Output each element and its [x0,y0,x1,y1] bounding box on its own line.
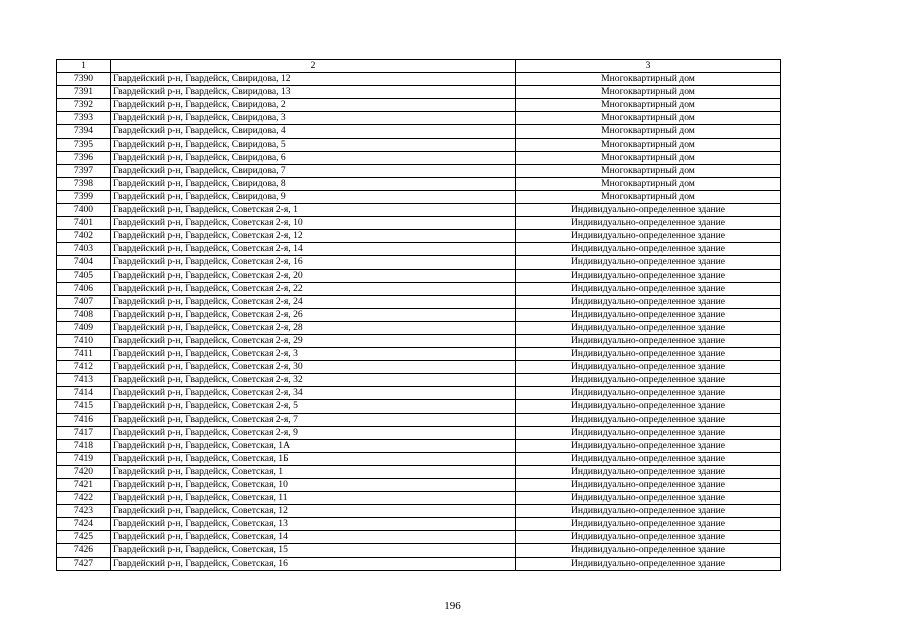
address-cell: Гвардейский р-н, Гвардейск, Советская 2-я, 26 [111,308,516,321]
header-col-3: 3 [516,60,781,73]
address-cell: Гвардейский р-н, Гвардейск, Советская 2-я, 14 [111,243,516,256]
table-row [57,518,781,531]
table-row [57,374,781,387]
table-row [57,387,781,400]
address-cell: Гвардейский р-н, Гвардейск, Советская 2-я, 5 [111,400,516,413]
address-cell: Гвардейский р-н, Гвардейск, Советская, 12 [111,505,516,518]
table-row [57,348,781,361]
table-row [57,361,781,374]
address-cell: Гвардейский р-н, Гвардейск, Советская 2-я, 1 [111,204,516,217]
address-cell: Гвардейский р-н, Гвардейск, Советская, 14 [111,531,516,544]
row-number-cell: 7390 [57,73,111,86]
building-type-cell: Индивидуально-определенное здание [516,387,781,400]
building-type-cell: Индивидуально-определенное здание [516,230,781,243]
building-type-cell: Многоквартирный дом [516,99,781,112]
row-number-cell: 7412 [57,361,111,374]
building-type-cell: Многоквартирный дом [516,112,781,125]
row-number-cell: 7414 [57,387,111,400]
row-number-cell: 7391 [57,86,111,99]
building-type-cell: Индивидуально-определенное здание [516,426,781,439]
building-type-cell: Индивидуально-определенное здание [516,256,781,269]
row-number-cell: 7397 [57,164,111,177]
table-row [57,531,781,544]
building-type-cell: Индивидуально-определенное здание [516,282,781,295]
row-number-cell: 7392 [57,99,111,112]
building-type-cell: Индивидуально-определенное здание [516,321,781,334]
row-number-cell: 7400 [57,204,111,217]
building-type-cell: Многоквартирный дом [516,73,781,86]
row-number-cell: 7426 [57,544,111,557]
address-cell: Гвардейский р-н, Гвардейск, Советская 2-я, 32 [111,374,516,387]
building-type-cell: Индивидуально-определенное здание [516,308,781,321]
address-cell: Гвардейский р-н, Гвардейск, Советская 2-я, 10 [111,217,516,230]
address-cell: Гвардейский р-н, Гвардейск, Советская, 1Б [111,452,516,465]
building-type-cell: Индивидуально-определенное здание [516,295,781,308]
row-number-cell: 7421 [57,479,111,492]
row-number-cell: 7405 [57,269,111,282]
row-number-cell: 7398 [57,177,111,190]
table-row [57,99,781,112]
address-cell: Гвардейский р-н, Гвардейск, Свиридова, 13 [111,86,516,99]
row-number-cell: 7408 [57,308,111,321]
row-number-cell: 7395 [57,138,111,151]
row-number-cell: 7396 [57,151,111,164]
address-cell: Гвардейский р-н, Гвардейск, Советская 2-я, 12 [111,230,516,243]
header-row [57,60,781,73]
row-number-cell: 7403 [57,243,111,256]
table-row [57,544,781,557]
row-number-cell: 7409 [57,321,111,334]
table-row [57,295,781,308]
address-cell: Гвардейский р-н, Гвардейск, Советская 2-я, 3 [111,348,516,361]
row-number-cell: 7420 [57,465,111,478]
address-cell: Гвардейский р-н, Гвардейск, Свиридова, 9 [111,190,516,203]
building-type-cell: Индивидуально-определенное здание [516,531,781,544]
address-cell: Гвардейский р-н, Гвардейск, Советская, 16 [111,557,516,570]
building-type-cell: Многоквартирный дом [516,177,781,190]
building-type-cell: Индивидуально-определенное здание [516,479,781,492]
row-number-cell: 7417 [57,426,111,439]
building-type-cell: Индивидуально-определенное здание [516,505,781,518]
address-cell: Гвардейский р-н, Гвардейск, Свиридова, 12 [111,73,516,86]
row-number-cell: 7406 [57,282,111,295]
building-type-cell: Многоквартирный дом [516,138,781,151]
building-type-cell: Многоквартирный дом [516,86,781,99]
building-type-cell: Индивидуально-определенное здание [516,217,781,230]
table-row [57,334,781,347]
address-cell: Гвардейский р-н, Гвардейск, Свиридова, 2 [111,99,516,112]
address-cell: Гвардейский р-н, Гвардейск, Советская 2-я, 7 [111,413,516,426]
building-type-cell: Многоквартирный дом [516,125,781,138]
building-type-cell: Индивидуально-определенное здание [516,361,781,374]
address-cell: Гвардейский р-н, Гвардейск, Свиридова, 8 [111,177,516,190]
address-cell: Гвардейский р-н, Гвардейск, Советская 2-я, 34 [111,387,516,400]
row-number-cell: 7427 [57,557,111,570]
building-type-cell: Индивидуально-определенное здание [516,374,781,387]
building-type-cell: Многоквартирный дом [516,151,781,164]
row-number-cell: 7413 [57,374,111,387]
table-row [57,400,781,413]
building-type-cell: Индивидуально-определенное здание [516,452,781,465]
address-cell: Гвардейский р-н, Гвардейск, Свиридова, 5 [111,138,516,151]
table-row [57,269,781,282]
row-number-cell: 7394 [57,125,111,138]
building-type-cell: Индивидуально-определенное здание [516,492,781,505]
row-number-cell: 7415 [57,400,111,413]
address-cell: Гвардейский р-н, Гвардейск, Советская 2-я, 20 [111,269,516,282]
address-cell: Гвардейский р-н, Гвардейск, Советская 2-я, 24 [111,295,516,308]
header-col-2: 2 [111,60,516,73]
address-cell: Гвардейский р-н, Гвардейск, Советская 2-я, 29 [111,334,516,347]
table-row [57,308,781,321]
table-row [57,243,781,256]
address-cell: Гвардейский р-н, Гвардейск, Советская, 1А [111,439,516,452]
building-type-cell: Индивидуально-определенное здание [516,400,781,413]
table-row [57,217,781,230]
row-number-cell: 7402 [57,230,111,243]
table-row [57,256,781,269]
building-type-cell: Индивидуально-определенное здание [516,465,781,478]
building-type-cell: Многоквартирный дом [516,164,781,177]
building-type-cell: Многоквартирный дом [516,190,781,203]
address-cell: Гвардейский р-н, Гвардейск, Советская 2-я, 28 [111,321,516,334]
table-header [57,60,781,73]
address-cell: Гвардейский р-н, Гвардейск, Свиридова, 7 [111,164,516,177]
table-row [57,492,781,505]
address-cell: Гвардейский р-н, Гвардейск, Советская 2-я, 30 [111,361,516,374]
address-cell: Гвардейский р-н, Гвардейск, Советская, 13 [111,518,516,531]
building-type-cell: Индивидуально-определенное здание [516,413,781,426]
table-row [57,413,781,426]
address-cell: Гвардейский р-н, Гвардейск, Советская 2-я, 9 [111,426,516,439]
row-number-cell: 7418 [57,439,111,452]
building-type-cell: Индивидуально-определенное здание [516,348,781,361]
table-row [57,505,781,518]
header-col-1: 1 [57,60,111,73]
table-row [57,86,781,99]
building-type-cell: Индивидуально-определенное здание [516,544,781,557]
page-number: 196 [444,600,461,612]
row-number-cell: 7411 [57,348,111,361]
row-number-cell: 7416 [57,413,111,426]
table-row [57,151,781,164]
table-row [57,439,781,452]
row-number-cell: 7423 [57,505,111,518]
address-cell: Гвардейский р-н, Гвардейск, Свиридова, 3 [111,112,516,125]
row-number-cell: 7401 [57,217,111,230]
table-row [57,282,781,295]
table-row [57,465,781,478]
table-row [57,452,781,465]
row-number-cell: 7410 [57,334,111,347]
table-row [57,190,781,203]
address-cell: Гвардейский р-н, Гвардейск, Свиридова, 6 [111,151,516,164]
table-row [57,557,781,570]
building-type-cell: Индивидуально-определенное здание [516,439,781,452]
row-number-cell: 7393 [57,112,111,125]
table-row [57,164,781,177]
building-type-cell: Индивидуально-определенное здание [516,334,781,347]
address-cell: Гвардейский р-н, Гвардейск, Свиридова, 4 [111,125,516,138]
building-type-cell: Индивидуально-определенное здание [516,518,781,531]
row-number-cell: 7407 [57,295,111,308]
row-number-cell: 7404 [57,256,111,269]
address-cell: Гвардейский р-н, Гвардейск, Советская, 10 [111,479,516,492]
address-cell: Гвардейский р-н, Гвардейск, Советская, 11 [111,492,516,505]
table-body [57,73,781,571]
building-type-cell: Индивидуально-определенное здание [516,557,781,570]
table-row [57,479,781,492]
table-row [57,177,781,190]
row-number-cell: 7422 [57,492,111,505]
table-row [57,73,781,86]
table-row [57,321,781,334]
building-type-cell: Индивидуально-определенное здание [516,243,781,256]
row-number-cell: 7425 [57,531,111,544]
table-row [57,138,781,151]
address-cell: Гвардейский р-н, Гвардейск, Советская 2-я, 16 [111,256,516,269]
address-cell: Гвардейский р-н, Гвардейск, Советская 2-я, 22 [111,282,516,295]
row-number-cell: 7399 [57,190,111,203]
row-number-cell: 7424 [57,518,111,531]
table-row [57,426,781,439]
address-cell: Гвардейский р-н, Гвардейск, Советская, 15 [111,544,516,557]
building-type-cell: Индивидуально-определенное здание [516,204,781,217]
table-row [57,112,781,125]
table-row [57,125,781,138]
registry-table [56,59,781,571]
building-type-cell: Индивидуально-определенное здание [516,269,781,282]
address-cell: Гвардейский р-н, Гвардейск, Советская, 1 [111,465,516,478]
row-number-cell: 7419 [57,452,111,465]
table-row [57,204,781,217]
table-row [57,230,781,243]
